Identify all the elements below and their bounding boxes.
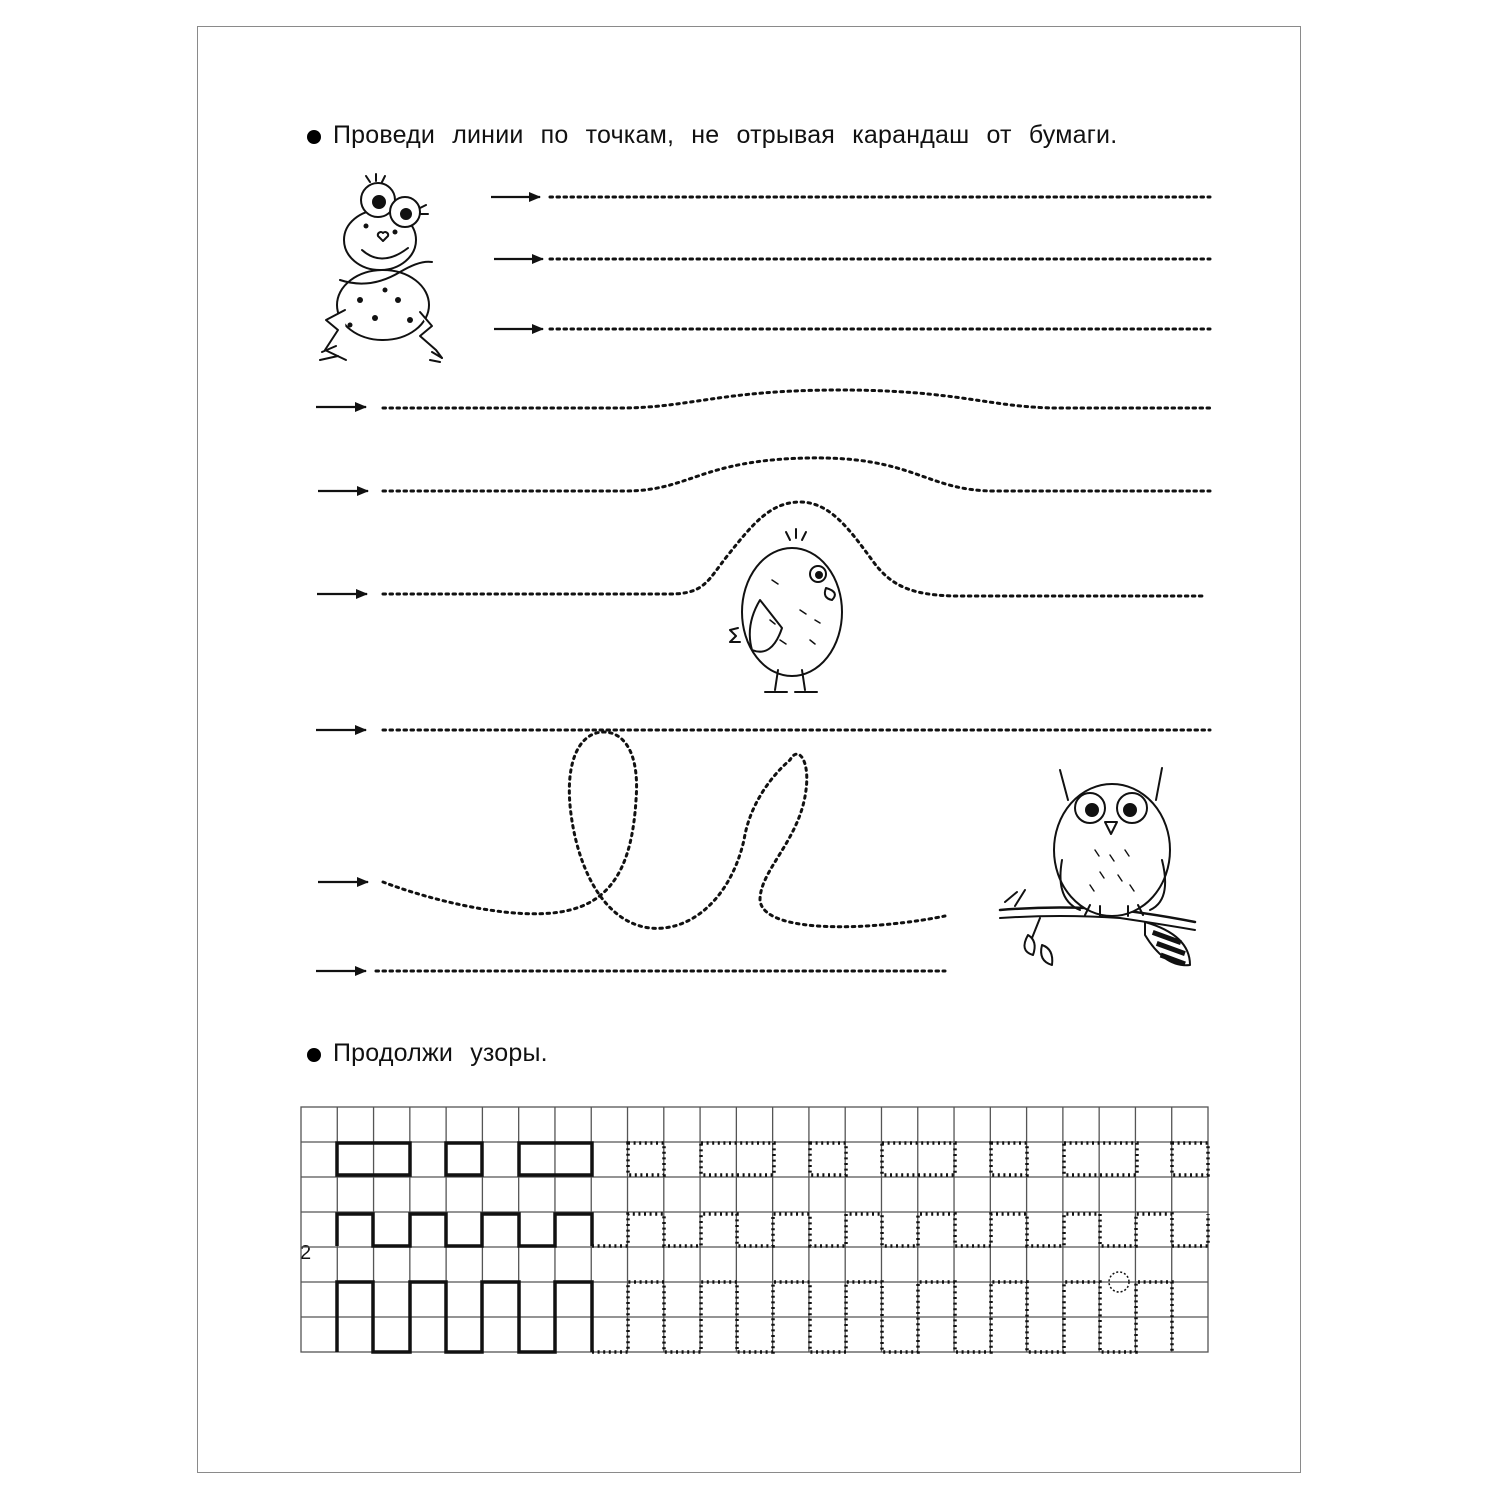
page-number: 2 — [300, 1242, 312, 1264]
instruction-trace-lines: Проведи линии по точкам, не отрывая карандаш от бумаги. — [333, 121, 1118, 149]
dotted-trace-line — [383, 732, 945, 928]
pattern-grid — [301, 1107, 1208, 1352]
chick-illustration — [730, 529, 842, 692]
frog-illustration — [320, 174, 442, 362]
instruction-patterns: Продолжи узоры. — [333, 1039, 548, 1067]
dotted-trace-line — [383, 458, 1210, 491]
owl-illustration — [1000, 768, 1195, 966]
pattern-sample — [337, 1143, 592, 1352]
dotted-trace-line — [383, 390, 1210, 408]
